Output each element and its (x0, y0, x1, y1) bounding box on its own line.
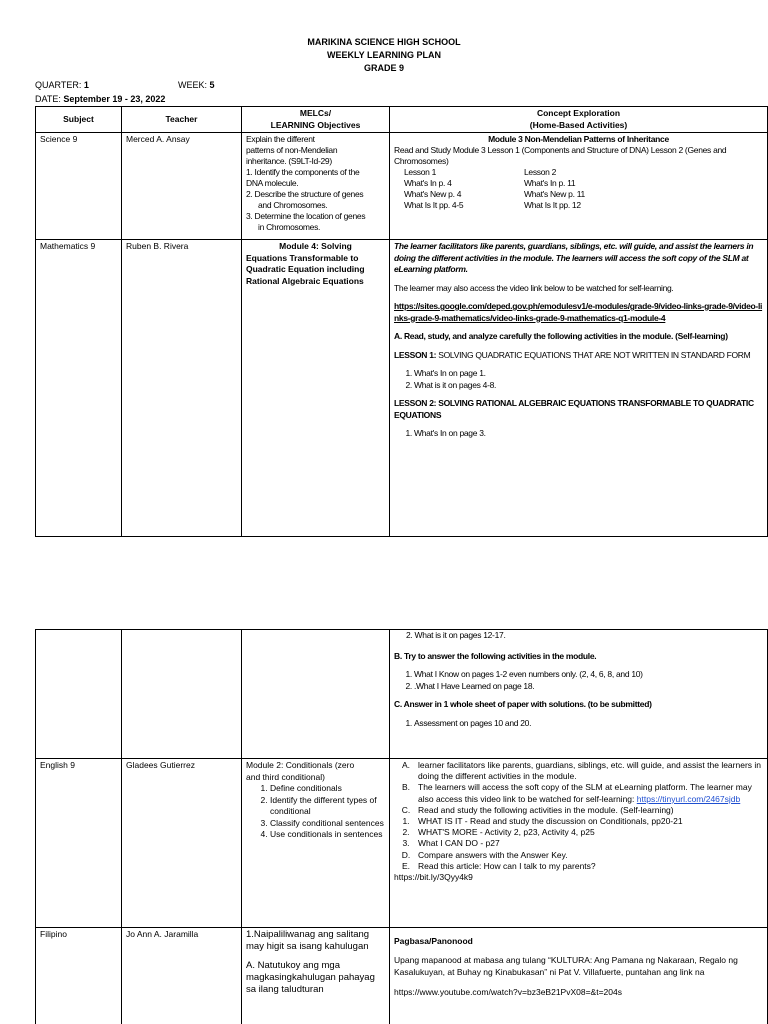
english-subject: English 9 (36, 759, 122, 928)
filipino-objective-1: 1.Naipaliliwanag ang salitang may higit sa isang kahulugan (246, 929, 370, 952)
science-teacher: Merced A. Ansay (122, 133, 242, 240)
science-melc-line: in Chromosomes. (258, 222, 321, 232)
science-melcs (242, 133, 390, 240)
science-module-title: Module 3 Non-Mendelian Patterns of Inheritance (488, 134, 669, 144)
list-item: Read this article: How can I talk to my parents? (418, 860, 596, 871)
science-lesson1-item: What's New p. 4 (404, 189, 462, 199)
science-concept (390, 133, 768, 240)
math-video-note: The learner may also access the video link below to be watched for self-learning. (394, 282, 674, 293)
math-cont-item: 2. What is it on pages 12-17. (406, 630, 506, 640)
science-lesson1-item: What's In p. 4 (404, 178, 452, 188)
science-melc-line: 2. Describe the structure of genes (246, 189, 364, 199)
math-lesson2-list (394, 428, 763, 440)
math-melcs-cont (242, 630, 390, 759)
filipino-subject: Filipino (36, 928, 122, 1024)
week-label: WEEK: (178, 80, 208, 90)
date-value: September 19 - 23, 2022 (63, 94, 166, 104)
math-melcs (242, 240, 390, 537)
list-item: 2. .What I Have Learned on page 18. (414, 681, 763, 693)
science-melc-line: and Chromosomes. (258, 200, 328, 210)
table-header-row (36, 107, 768, 133)
science-lessons (394, 167, 763, 211)
table-row-math-continued (36, 630, 768, 759)
header-subject: Subject (36, 107, 122, 133)
week-info (178, 80, 215, 90)
list-item: 2. Identify the different types of conditional (270, 795, 385, 818)
grade-label: GRADE 9 (363, 63, 404, 73)
science-lesson2-item: What Is It pp. 12 (524, 200, 581, 210)
list-item: 1. Define conditionals (270, 783, 385, 795)
date-label: DATE: (35, 94, 61, 104)
science-lesson2-title: Lesson 2 (524, 167, 557, 177)
filipino-desc: Upang mapanood at mabasa ang tulang “KULTURA: Ang Pamana ng Nakaraan, Regalo ng Kasalukuyan, at Buhay ng Kinabukasan” ni Pat V. Villafuerte, puntahan ang link na (394, 955, 738, 977)
plan-table-page1 (35, 106, 768, 537)
science-melc-line: Explain the different (246, 134, 315, 144)
science-melc-line: inheritance. (S9LT-Id-29) (246, 156, 332, 166)
math-section-a: A. Read, study, and analyze carefully the following activities in the module. (Self-learning) (394, 331, 728, 341)
list-item: 1. What I Know on pages 1-2 even numbers only. (2, 4, 6, 8, and 10) (414, 669, 763, 681)
english-video-link[interactable]: https://tinyurl.com/2467sjdb (636, 793, 741, 804)
science-lesson2-item: What's In p. 11 (524, 178, 576, 188)
list-item: 1. What's In on page 3. (414, 428, 763, 440)
plan-title: WEEKLY LEARNING PLAN (326, 50, 441, 60)
table-row-math (36, 240, 768, 537)
list-marker: 2. (402, 827, 410, 838)
table-row-english (36, 759, 768, 928)
math-section-b: B. Try to answer the following activities in the module. (394, 650, 597, 661)
list-item: WHAT IS IT - Read and study the discussion on Conditionals, pp20-21 (418, 816, 683, 827)
list-item: Read and study the following activities in the module. (Self-learning) (418, 804, 674, 815)
quarter-label: QUARTER: (35, 80, 82, 90)
math-module-line: Quadratic Equation including (246, 264, 365, 274)
science-melc-line: DNA molecule. (246, 178, 299, 188)
math-module-line: Equations Transformable to (246, 252, 359, 263)
table-row-science (36, 133, 768, 240)
filipino-video-link[interactable]: https://www.youtube.com/watch?v=bz3eB21PvX08=&t=204s (394, 987, 622, 997)
list-marker: 1. (402, 816, 410, 827)
science-lesson1-title: Lesson 1 (404, 167, 437, 177)
quarter-info (35, 80, 89, 90)
english-objectives (246, 783, 385, 841)
filipino-objective-2: A. Natutukoy ang mga magkasingkahulugan pahayag sa ilang taludturan (246, 960, 375, 995)
science-subject: Science 9 (36, 133, 122, 240)
english-concept (390, 759, 768, 928)
list-item: 4. Use conditionals in sentences (270, 829, 385, 841)
math-concept-cont (390, 630, 768, 759)
filipino-heading: Pagbasa/Panonood (394, 936, 473, 946)
header-melcs-line1: MELCs/ (299, 108, 332, 118)
math-section-c-list (394, 718, 763, 730)
header-concept-line2: (Home-Based Activities) (529, 119, 628, 130)
list-item: learner facilitators like parents, guardians, siblings, etc. will guide, and assist the learners in doing the different activities in the module. (418, 760, 762, 782)
filipino-concept (390, 928, 768, 1024)
filipino-teacher: Jo Ann A. Jaramilla (122, 928, 242, 1024)
list-item-text: The learners will access the soft copy of the SLM at eLearning platform. The learner may also access this video link to be watched for self-learning: (418, 782, 752, 804)
math-concept (390, 240, 768, 537)
science-melc-line: 1. Identify the components of the (246, 167, 360, 177)
list-marker: A. (401, 760, 411, 770)
english-teacher: Gladees Gutierrez (122, 759, 242, 928)
english-module-line: and third conditional) (246, 771, 325, 782)
list-item: Compare answers with the Answer Key. (418, 849, 568, 860)
english-activities (394, 760, 763, 872)
science-melc-line: 3. Determine the location of genes (246, 211, 366, 221)
math-section-c: C. Answer in 1 whole sheet of paper with solutions. (to be submitted) (394, 699, 652, 709)
math-teacher-cont (122, 630, 242, 759)
date-info (35, 94, 165, 104)
list-item: 2. What is it on pages 4-8. (414, 380, 763, 392)
list-item: 1. Assessment on pages 10 and 20. (414, 718, 763, 730)
header-melcs (242, 107, 390, 133)
list-item: What I CAN DO - p27 (418, 838, 500, 849)
english-module-line: Module 2: Conditionals (zero (246, 760, 355, 770)
list-marker: 3. (402, 838, 410, 849)
math-lesson1 (394, 350, 763, 362)
list-item (418, 782, 763, 804)
science-module-desc: Read and Study Module 3 Lesson 1 (Components and Structure of DNA) Lesson 2 (Genes and Chromosomes) (394, 145, 727, 166)
math-facilitator-note: The learner facilitators like parents, guardians, siblings, etc. will guide, and assist the learners in doing the different activities in the module. The learners will access the soft copy of the SLM at eLearning platform. (394, 241, 754, 274)
header-concept (390, 107, 768, 133)
math-subject-cont (36, 630, 122, 759)
table-row-filipino (36, 928, 768, 1024)
week-value: 5 (209, 80, 215, 90)
math-video-link[interactable]: https://sites.google.com/deped.gov.ph/emodulesv1/e-modules/grade-9/video-links-grade-9/video-links-grade-9-mathematics/video-links-grade-9-mathematics-q1-module-4 (394, 301, 763, 323)
list-marker: D. (401, 849, 411, 860)
list-item: 3. Classify conditional sentences (270, 818, 385, 830)
math-teacher: Ruben B. Rivera (122, 240, 242, 537)
school-name: MARIKINA SCIENCE HIGH SCHOOL (307, 37, 461, 47)
list-marker: B. (401, 782, 411, 793)
math-lesson2-title: LESSON 2: SOLVING RATIONAL ALGEBRAIC EQUATIONS TRANSFORMABLE TO QUADRATIC EQUATIONS (394, 398, 754, 420)
header-concept-line1: Concept Exploration (536, 108, 621, 118)
math-module-line: Rational Algebraic Equations (246, 275, 364, 286)
list-marker: E. (401, 860, 411, 871)
english-melcs (242, 759, 390, 928)
science-lesson2-item: What's New p. 11 (524, 189, 585, 199)
math-lesson1-list (394, 368, 763, 391)
math-section-b-list (394, 669, 763, 692)
english-article-link[interactable]: https://bit.ly/3Qyy4k9 (394, 872, 473, 883)
math-subject: Mathematics 9 (36, 240, 122, 537)
quarter-value: 1 (83, 80, 89, 90)
plan-table-page2 (35, 629, 768, 1024)
math-lesson1-title: SOLVING QUADRATIC EQUATIONS THAT ARE NOT WRITTEN IN STANDARD FORM (438, 349, 751, 360)
list-item: 1. What's In on page 1. (414, 368, 763, 380)
science-melc-line: patterns of non-Mendelian (246, 145, 338, 155)
list-item: WHAT'S MORE - Activity 2, p23, Activity 4, p25 (418, 827, 595, 838)
math-module-heading: Module 4: Solving (279, 241, 352, 251)
science-lesson1-item: What Is It pp. 4-5 (404, 200, 464, 210)
header-melcs-line2: LEARNING Objectives (270, 119, 361, 130)
header-teacher: Teacher (122, 107, 242, 133)
math-lesson1-label: LESSON 1: (394, 349, 437, 360)
filipino-melcs (242, 928, 390, 1024)
list-marker: C. (401, 804, 411, 815)
